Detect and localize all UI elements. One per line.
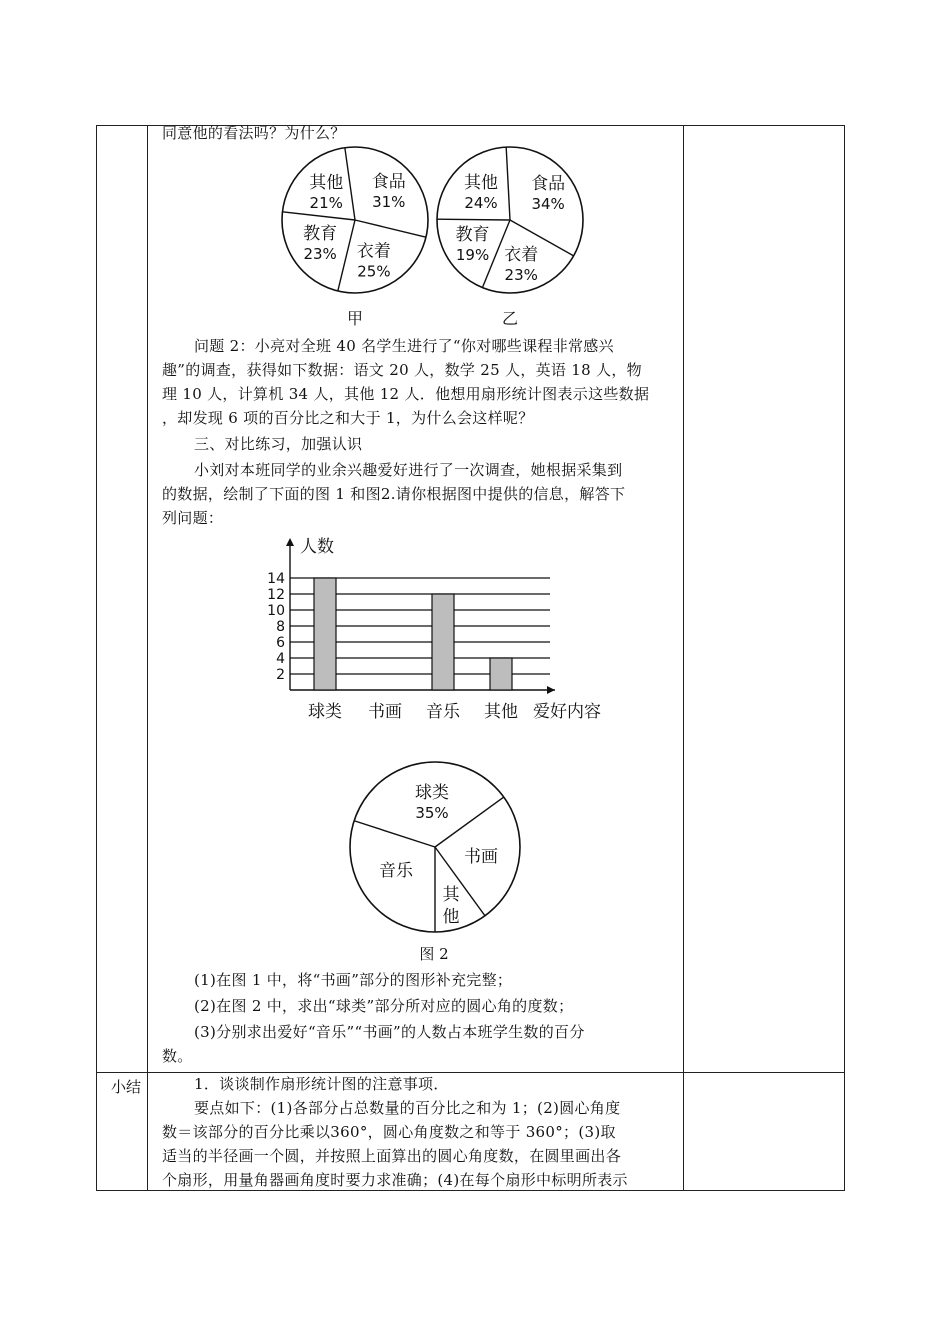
bar-xtick-3: 其他: [484, 702, 518, 722]
bar-x-arrow: [547, 686, 555, 694]
pie-yi: [437, 147, 583, 293]
bar-xtick-1: 书画: [368, 702, 402, 722]
pie-yi-value-3: 24%: [464, 194, 498, 213]
pie-fig2-slice-0: [354, 821, 435, 847]
section3-line-1: 小刘对本班同学的业余兴趣爱好进行了一次调查，她根据采集到: [194, 461, 623, 479]
pie-charts-jia-yi: [270, 144, 600, 334]
pie-fig2-label-1: 书画: [464, 847, 498, 867]
pie-fig2-label-0: 球类: [415, 783, 449, 803]
question-1: (1)在图 1 中，将“书画”部分的图形补充完整；: [194, 971, 513, 989]
bar-ytick-4: 4: [276, 651, 285, 667]
bar-0: [314, 578, 336, 690]
bar-xlabel: 爱好内容: [533, 702, 601, 722]
pie-fig2-label-2: 其: [442, 885, 460, 905]
q2-line-2: 趣”的调查，获得如下数据：语文 20 人，数学 25 人，英语 18 人，物: [162, 361, 642, 379]
pie-fig2-label-3: 音乐: [379, 861, 413, 881]
section3-title: 三、对比练习，加强认识: [194, 435, 363, 453]
bar-xtick-2: 音乐: [426, 702, 460, 722]
pie-fig2-value-0: 35%: [415, 804, 449, 822]
question-2: (2)在图 2 中，求出“球类”部分所对应的圆心角的度数；: [194, 997, 574, 1015]
bar-ytick-6: 6: [276, 635, 285, 651]
pie-jia-slice-2: [338, 220, 355, 291]
pie-yi-value-0: 34%: [531, 194, 565, 213]
question-3-cont: 数。: [162, 1047, 193, 1065]
pie-jia-label-3: 其他: [309, 173, 344, 194]
pie-yi-value-1: 23%: [504, 265, 538, 284]
pie-jia-slice-3: [282, 212, 355, 220]
summary-line-1: 1．谈谈制作扇形统计图的注意事项．: [194, 1075, 449, 1093]
q2-line-1: 问题 2：小亮对全班 40 名学生进行了“你对哪些课程非常感兴: [194, 337, 614, 355]
pie-yi-caption: 乙: [501, 309, 519, 328]
question-3: (3)分别求出爱好“音乐”“书画”的人数占本班学生数的百分: [194, 1023, 585, 1041]
q2-line-4: ，却发现 6 项的百分比之和大于 1，为什么会这样呢？: [162, 409, 534, 427]
pie-jia-slice-1: [355, 220, 426, 237]
pie-yi-slice-3: [437, 219, 510, 220]
bar-ytick-8: 8: [276, 619, 285, 635]
q2-line-3: 理 10 人，计算机 34 人，其他 12 人．他想用扇形统计图表示这些数据: [162, 385, 650, 403]
bar-ylabel: 人数: [300, 537, 334, 557]
pie-chart-fig2: [340, 750, 530, 940]
summary-line-2: 要点如下：(1)各部分占总数量的百分比之和为 1；(2)圆心角度: [194, 1099, 621, 1117]
bar-ytick-2: 2: [276, 667, 285, 683]
pie-jia-value-3: 21%: [309, 194, 343, 213]
bar-2: [432, 594, 454, 690]
bar-xtick-0: 球类: [308, 702, 342, 722]
intro-line: 同意他的看法吗？为什么？: [162, 124, 346, 142]
fig2-caption: 图 2: [419, 945, 449, 963]
pie-yi-slice-0: [506, 147, 510, 220]
pie-jia: [282, 147, 428, 293]
section3-line-3: 列问题：: [162, 509, 224, 527]
summary-line-4: 适当的半径画一个圆，并按照上面算出的圆心角度数，在圆里画出各: [162, 1147, 622, 1165]
summary-line-3: 数＝该部分的百分比乘以360°，圆心角度数之和等于 360°；(3)取: [162, 1123, 616, 1141]
bar-ytick-10: 10: [267, 603, 285, 619]
bar-chart-fig1: [255, 530, 615, 740]
bar-y-arrow: [286, 538, 294, 546]
section3-line-2: 的数据，绘制了下面的图 1 和图2.请你根据图中提供的信息，解答下: [162, 485, 626, 503]
bar-ytick-14: 14: [267, 571, 285, 587]
pie-fig2-label-2-b: 他: [442, 907, 460, 927]
bar-ytick-12: 12: [267, 587, 285, 603]
pie-yi-label-1: 衣着: [504, 244, 539, 265]
pie-jia-label-1: 衣着: [356, 241, 391, 262]
pie-jia-caption: 甲: [346, 309, 364, 328]
pie-jia-value-1: 25%: [357, 262, 391, 281]
pie-yi-label-3: 其他: [464, 173, 499, 194]
pie-jia-label-2: 教育: [303, 224, 338, 245]
summary-line-5: 个扇形，用量角器画角度时要力求准确；(4)在每个扇形中标明所表示: [162, 1171, 628, 1189]
pie-jia-slice-0: [345, 148, 355, 220]
pie-yi-value-2: 19%: [455, 246, 490, 265]
pie-jia-label-0: 食品: [371, 172, 406, 193]
pie-jia-value-2: 23%: [303, 245, 337, 264]
summary-label: 小结: [110, 1078, 141, 1096]
bar-3: [490, 658, 512, 690]
pie-yi-label-2: 教育: [455, 225, 490, 246]
pie-yi-label-0: 食品: [531, 173, 566, 194]
pie-jia-value-0: 31%: [372, 193, 406, 212]
col-divider-1: [147, 126, 148, 1190]
